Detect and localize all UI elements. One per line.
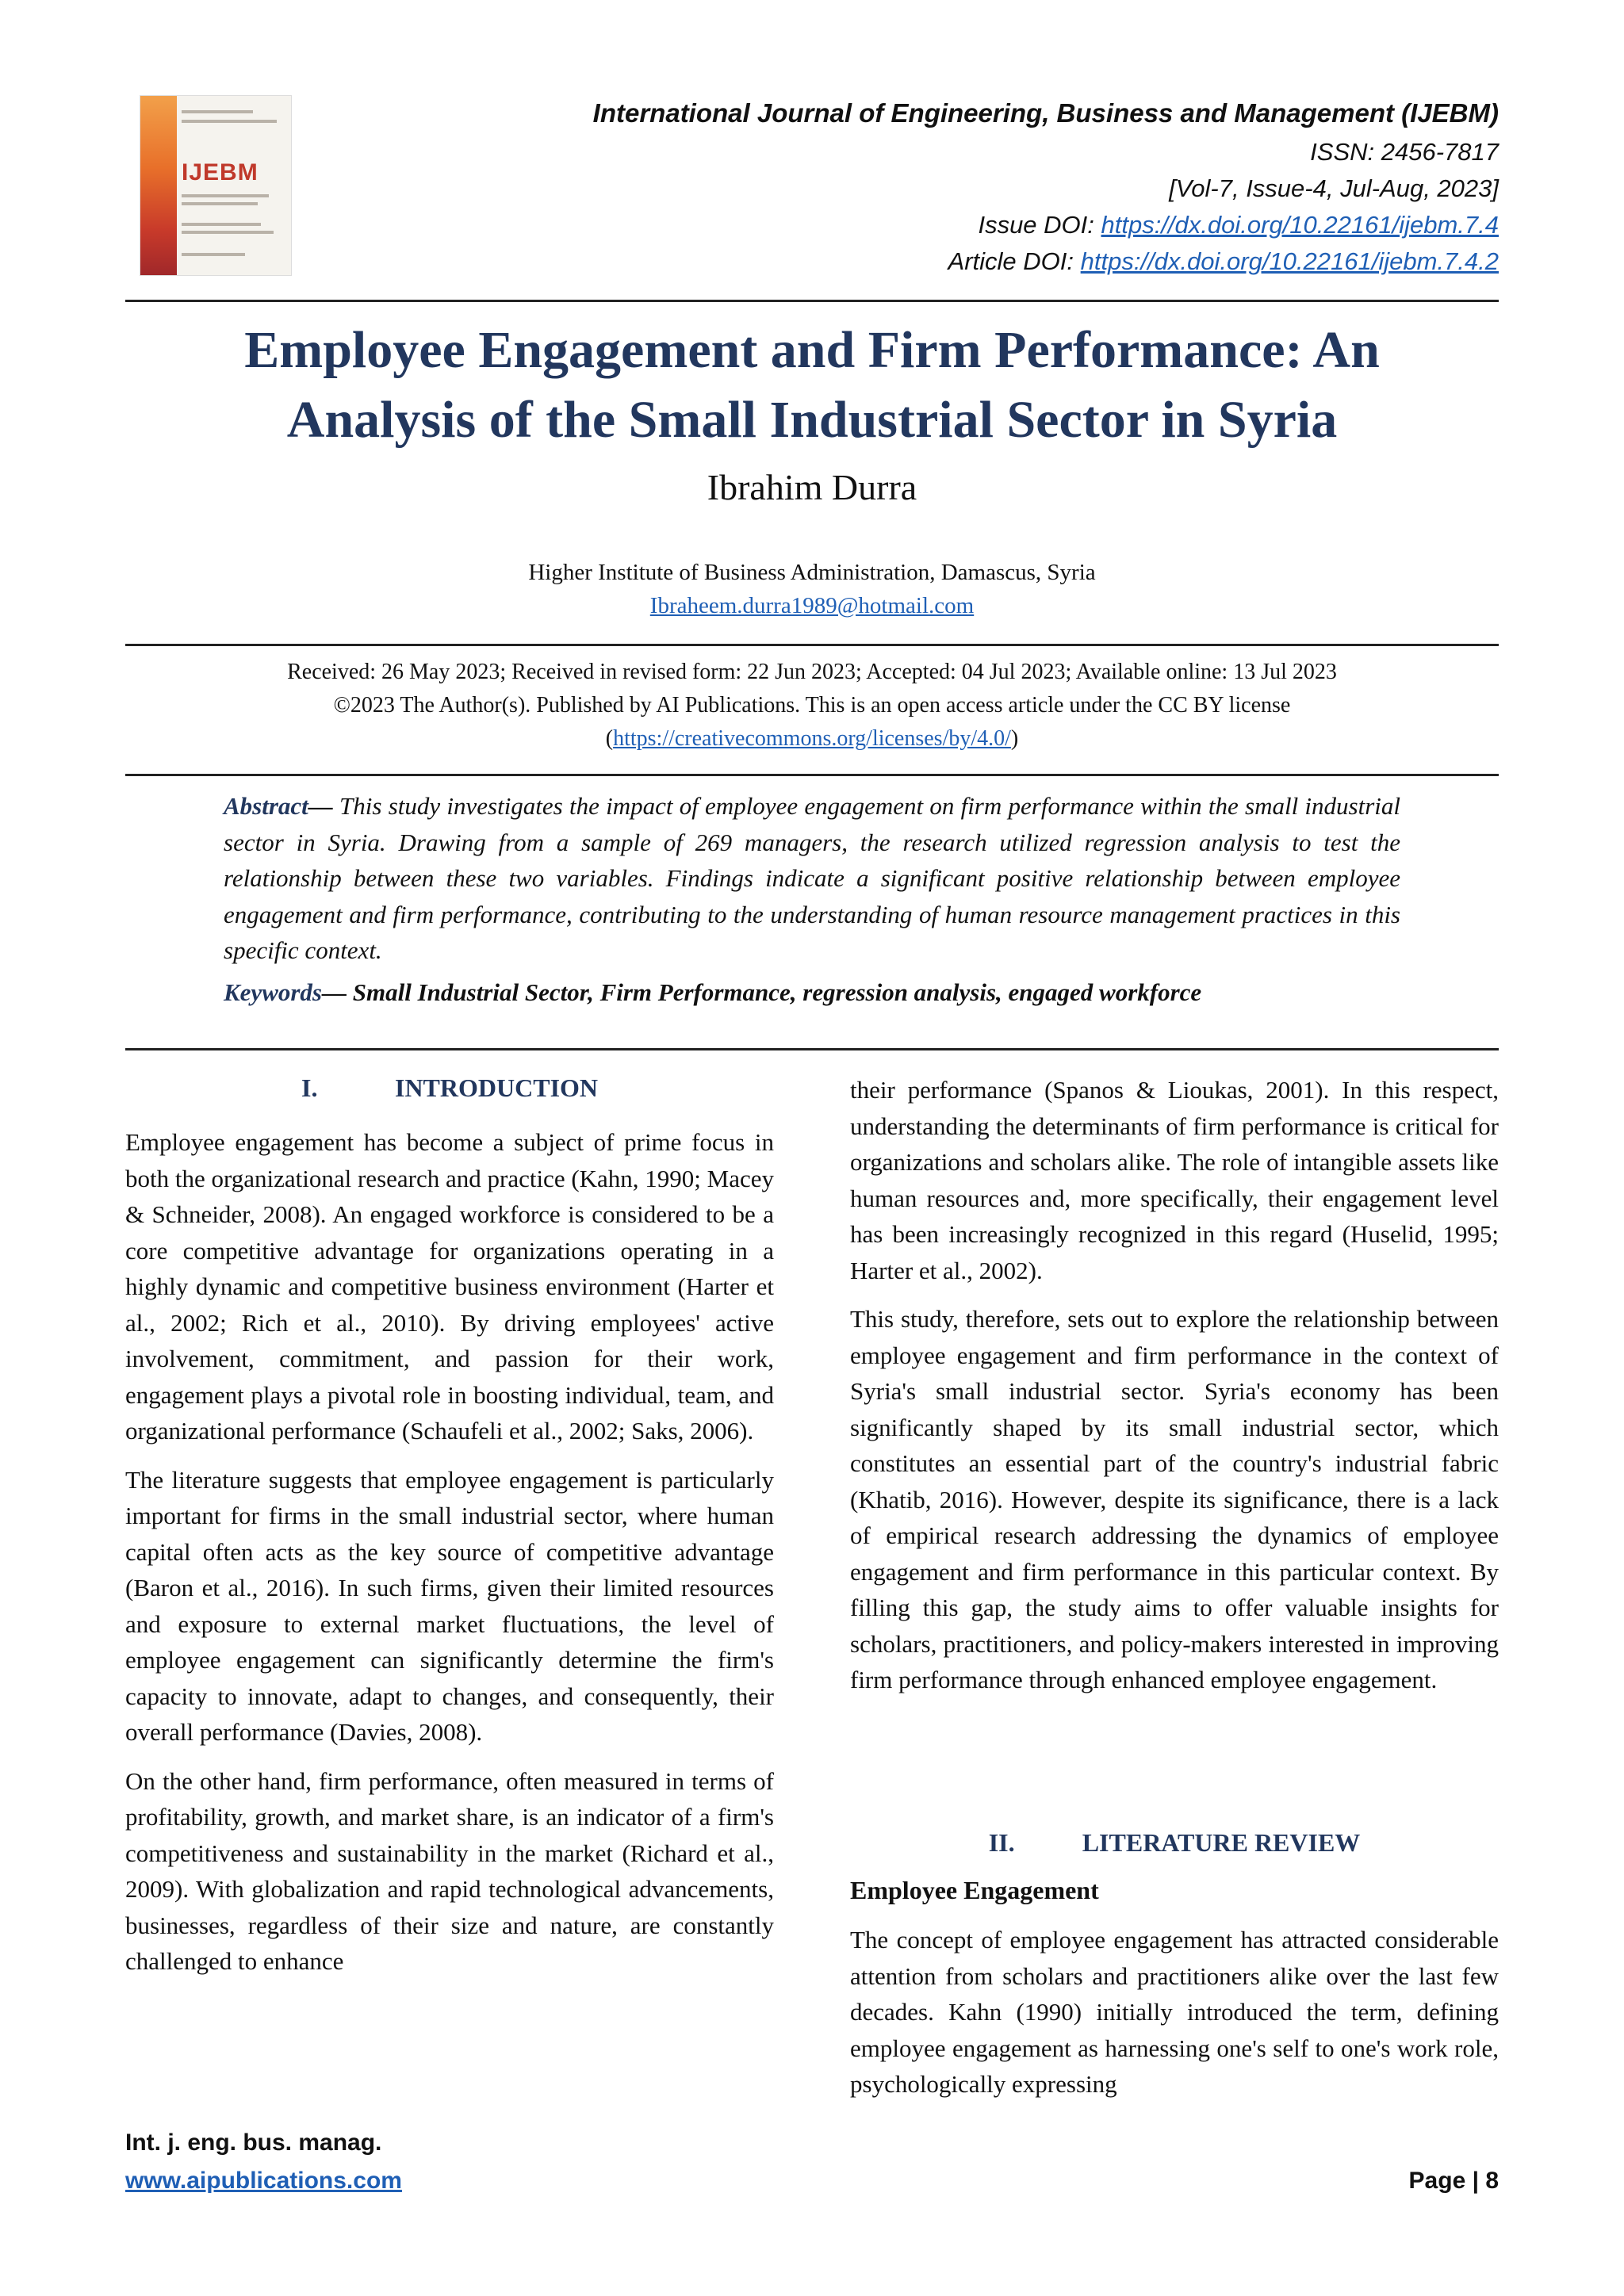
issue-doi-link[interactable]: https://dx.doi.org/10.22161/ijebm.7.4 <box>1101 211 1499 239</box>
abstract-label: Abstract <box>224 792 308 820</box>
abstract-text: This study investigates the impact of employee engagement on firm performance within the small industrial sector in Syria. Drawing from a sample of 269 managers, the research utilized regression analysis to test the relationship between these two variables. Findings indicate a significant positive relationship between employee engagement and firm performance, contributing to the understanding of human resource management practices in this specific context. <box>224 792 1401 964</box>
section-heading-literature-review <box>850 1828 1499 1858</box>
author-name: Ibrahim Durra <box>707 467 917 507</box>
article-doi-label: Article DOI: <box>948 247 1081 275</box>
abstract <box>224 788 1400 969</box>
paragraph: The literature suggests that employee engagement is particularly important for firms in the small industrial sector, where human capital often acts as the key source of competitive advantage (Baron et al., 2016). In such firms, given their limited resources and exposure to external market fluctuations, the level of employee engagement can significantly determine the firm's capacity to innovate, adapt to changes, and consequently, their overall performance (Davies, 2008). <box>125 1465 774 1746</box>
footer-journal-abbrev: Int. j. eng. bus. manag. <box>125 2130 382 2156</box>
website-link[interactable]: www.aipublications.com <box>125 2168 402 2194</box>
keywords <box>224 978 1400 1007</box>
section-number: II. <box>988 1828 1015 1857</box>
section-title: INTRODUCTION <box>394 1073 599 1102</box>
footer-website <box>125 2168 402 2195</box>
license-close-paren: ) <box>1010 726 1019 751</box>
license-url-line <box>125 726 1499 752</box>
affiliation: Higher Institute of Business Administration, Damascus, Syria <box>528 560 1096 585</box>
issue-doi-label: Issue DOI: <box>978 211 1101 239</box>
publication-dates: Received: 26 May 2023; Received in revised form: 22 Jun 2023; Accepted: 04 Jul 2023; Available online: 13 Jul 2023 <box>287 660 1337 684</box>
email-link[interactable]: Ibraheem.durra1989@hotmail.com <box>649 593 975 618</box>
body-divider <box>125 1048 1499 1050</box>
license-open-paren: ( <box>605 726 614 751</box>
section-heading-introduction <box>125 1073 774 1103</box>
title-line-1: Employee Engagement and Firm Performance: An <box>244 321 1380 379</box>
title-line-2: Analysis of the Small Industrial Sector in Syria <box>286 391 1338 449</box>
section-number: I. <box>301 1073 318 1102</box>
keywords-label: Keywords <box>224 978 322 1006</box>
logo-text: IJEBM <box>182 159 259 186</box>
right-column <box>850 1072 1499 1711</box>
issn: ISSN: 2456-7817 <box>1310 138 1499 166</box>
issue-doi <box>978 211 1499 239</box>
license-link[interactable]: https://creativecommons.org/licenses/by/4.0/ <box>613 726 1011 751</box>
subheading-employee-engagement: Employee Engagement <box>850 1876 1099 1904</box>
keywords-text: — Small Industrial Sector, Firm Performance, regression analysis, engaged workforce <box>322 978 1202 1006</box>
volume-info: [Vol-7, Issue-4, Jul-Aug, 2023] <box>1169 174 1499 202</box>
license-line: ©2023 The Author(s). Published by AI Publications. This is an open access article under the CC BY license <box>333 693 1291 718</box>
header-divider <box>125 300 1499 302</box>
paper-title <box>125 316 1499 455</box>
paragraph: This study, therefore, sets out to explore the relationship between employee engagement and firm performance in the context of Syria's small industrial sector. Syria's economy has been significantly shaped by its small industrial sector, which constitutes an essential part of the country's industrial fabric (Khatib, 2016). However, despite its significance, there is a lack of empirical research addressing the dynamics of employee engagement and firm performance in this particular context. By filling this gap, the study aims to offer valuable insights for scholars, practitioners, and policy-makers interested in improving firm performance through enhanced employee engagement. <box>850 1305 1499 1693</box>
abstract-divider-top <box>125 774 1499 776</box>
article-doi <box>948 247 1499 276</box>
journal-logo <box>140 95 292 276</box>
paragraph: Employee engagement has become a subject of prime focus in both the organizational research and practice (Kahn, 1990; Macey & Schneider, 2008). An engaged workforce is considered to be a core competitive advantage for organizations operating in a highly dynamic and competitive business environment (Harter et al., 2002; Rich et al., 2010). By driving employees' active involvement, commitment, and passion for their work, engagement plays a pivotal role in boosting individual, team, and organizational performance (Schaufeli et al., 2002; Saks, 2006). <box>125 1128 775 1445</box>
paragraph: On the other hand, firm performance, often measured in terms of profitability, growth, and market share, is an indicator of a firm's competitiveness and sustainability in the market (Richard et al., 2009). With globalization and rapid technological advancements, businesses, regardless of their size and nature, are constantly challenged to enhance <box>125 1766 774 1975</box>
author-email <box>125 593 1499 619</box>
paragraph: their performance (Spanos & Lioukas, 2001). In this respect, understanding the determinants of firm performance is critical for organizations and scholars alike. The role of intangible assets like human resources and, more specifically, their engagement level has been increasingly recognized in this regard (Huselid, 1995; Harter et al., 2002). <box>850 1076 1499 1284</box>
article-doi-link[interactable]: https://dx.doi.org/10.22161/ijebm.7.4.2 <box>1080 247 1499 275</box>
literature-paragraph <box>850 1922 1499 2115</box>
dates-divider-top <box>125 644 1499 646</box>
paragraph: The concept of employee engagement has attracted considerable attention from scholars and practitioners alike over the last few decades. Kahn (1990) initially introduced the term, defining employee engagement as harnessing one's self to one's work role, psychologically expressing <box>850 1926 1499 2098</box>
section-title: LITERATURE REVIEW <box>1082 1828 1361 1857</box>
left-column <box>125 1124 774 1992</box>
page-number: Page | 8 <box>1408 2168 1499 2194</box>
abstract-dash: — <box>308 792 340 820</box>
journal-name: International Journal of Engineering, Business and Management (IJEBM) <box>592 98 1499 128</box>
